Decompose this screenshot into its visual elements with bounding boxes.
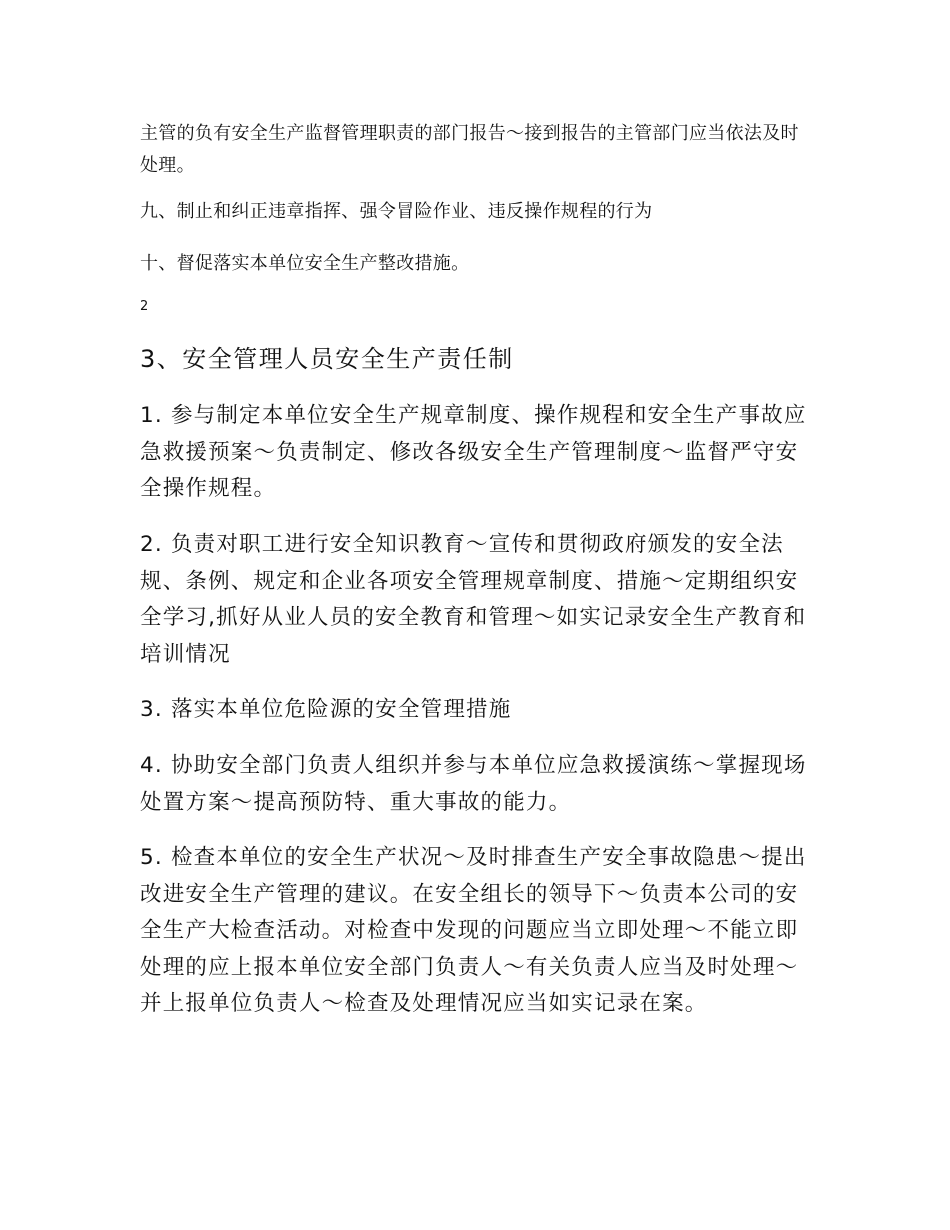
section-title: 3、安全管理人员安全生产责任制: [140, 345, 514, 373]
continuation-paragraph: 主管的负有安全生产监督管理职责的部门报告～接到报告的主管部门应当依法及时处理。: [140, 123, 799, 176]
page-number: 2: [140, 299, 149, 314]
item-ten: 十、督促落实本单位安全生产整改措施。: [140, 253, 470, 274]
item-nine: 九、制止和纠正违章指挥、强令冒险作业、违反操作规程的行为: [140, 201, 653, 222]
list-item-4: 4. 协助安全部门负责人组织并参与本单位应急救援演练～掌握现场处置方案～提高预防特、重大事故的能力。: [140, 753, 807, 815]
list-item-5: 5. 检查本单位的安全生产状况～及时排查生产安全事故隐患～提出改进安全生产管理的建议。在安全组长的领导下～负责本公司的安全生产大检查活动。对检查中发现的问题应当立即处理～不能立即处理的应上报本单位安全部门负责人～有关负责人应当及时处理～并上报单位负责人～检查及处理情况应当如实记录在案。: [140, 845, 807, 1016]
list-item-1: 1. 参与制定本单位安全生产规章制度、操作规程和安全生产事故应急救援预案～负责制定、修改各级安全生产管理制度～监督严守安全操作规程。: [140, 403, 807, 501]
list-item-2: 2. 负责对职工进行安全知识教育～宣传和贯彻政府颁发的安全法规、条例、规定和企业各项安全管理规章制度、措施～定期组织安全学习,抓好从业人员的安全教育和管理～如实记录安全生产教育和培训情况: [140, 532, 807, 667]
list-item-3: 3. 落实本单位危险源的安全管理措施: [140, 697, 512, 722]
